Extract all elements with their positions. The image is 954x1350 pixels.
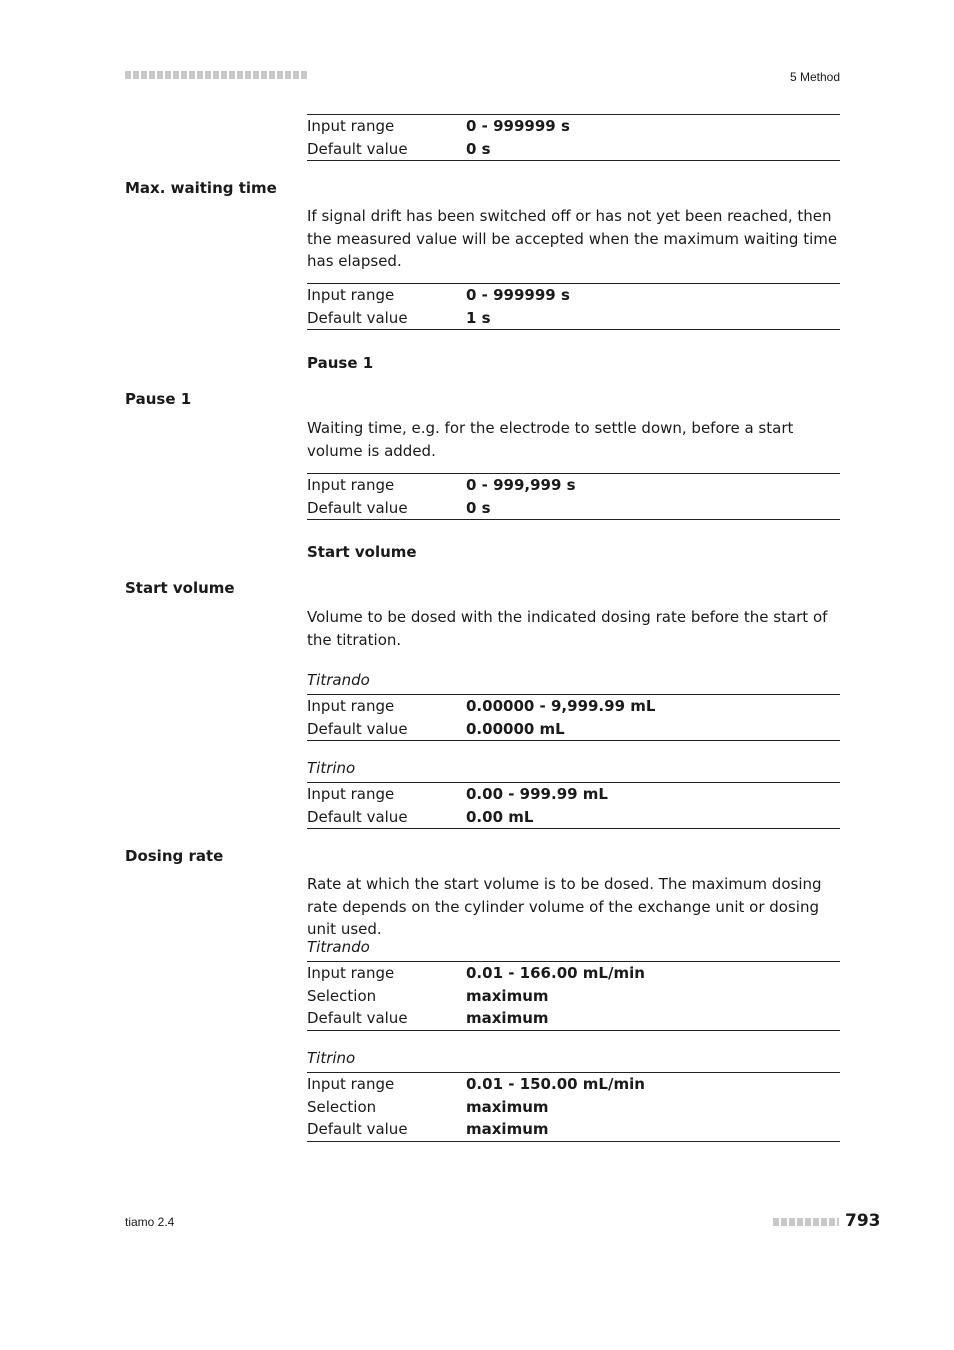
param-label: Default value — [307, 807, 408, 826]
device-label-titrando: Titrando — [307, 671, 370, 689]
margin-heading-max-waiting-time: Max. waiting time — [125, 179, 277, 197]
param-label: Selection — [307, 986, 377, 1005]
param-value: 0 - 999999 s — [466, 117, 570, 135]
param-value: maximum — [466, 1009, 549, 1027]
margin-heading-pause-1: Pause 1 — [125, 390, 192, 408]
table-row — [307, 783, 840, 806]
param-value: 0.01 - 166.00 mL/min — [466, 964, 645, 982]
footer-product-name: tiamo 2.4 — [125, 1215, 175, 1229]
margin-heading-dosing-rate: Dosing rate — [125, 847, 224, 865]
param-label: Input range — [307, 476, 395, 494]
param-label: Input range — [307, 697, 395, 715]
param-label: Default value — [307, 139, 408, 158]
table-row — [307, 284, 840, 307]
table-row — [307, 1118, 840, 1141]
param-value: 0.00 - 999.99 mL — [466, 785, 608, 803]
param-value: 0 - 999,999 s — [466, 476, 576, 494]
param-label: Default value — [307, 1120, 408, 1138]
table-row — [307, 985, 840, 1008]
param-value: maximum — [466, 1120, 549, 1138]
param-label: Input range — [307, 785, 395, 803]
dosing-rate-titrino-table — [307, 1072, 840, 1142]
param-value: 0.00 mL — [466, 807, 534, 826]
param-value: 1 s — [466, 308, 491, 327]
param-label: Input range — [307, 964, 395, 982]
device-label-titrando: Titrando — [307, 938, 370, 956]
table-row — [307, 806, 840, 829]
table-row — [307, 497, 840, 520]
table-row — [307, 1096, 840, 1119]
param-value: 0 s — [466, 498, 491, 517]
table-row — [307, 962, 840, 985]
margin-heading-start-volume: Start volume — [125, 579, 235, 597]
device-label-titrino: Titrino — [307, 1049, 356, 1067]
dosing-rate-description: Rate at which the start volume is to be dosed. The maximum dosing rate depends on the cylinder volume of the exchange unit or dosing unit used. — [307, 875, 822, 938]
subheading-start-volume: Start volume — [307, 543, 417, 561]
start-volume-titrino-table — [307, 782, 840, 829]
start-volume-titrando-table — [307, 694, 840, 741]
param-value: 0 s — [466, 139, 491, 158]
table-row — [307, 1073, 840, 1096]
param-value: maximum — [466, 1097, 549, 1116]
param-label: Default value — [307, 498, 408, 517]
param-label: Default value — [307, 1009, 408, 1027]
page-number: 793 — [845, 1211, 881, 1231]
param-label: Default value — [307, 308, 408, 327]
param-label: Input range — [307, 286, 395, 304]
table-row — [307, 307, 840, 330]
pause-1-table — [307, 473, 840, 520]
param-label: Input range — [307, 1075, 395, 1093]
top-parameter-table — [307, 114, 840, 161]
param-value: maximum — [466, 986, 549, 1005]
param-value: 0.01 - 150.00 mL/min — [466, 1075, 645, 1093]
param-value: 0.00000 mL — [466, 719, 565, 738]
table-row — [307, 1007, 840, 1030]
param-label: Selection — [307, 1097, 377, 1116]
param-label: Default value — [307, 719, 408, 738]
header-section-title: 5 Method — [789, 70, 840, 84]
table-row — [307, 474, 840, 497]
subheading-pause-1: Pause 1 — [307, 354, 374, 372]
param-value: 0.00000 - 9,999.99 mL — [466, 697, 656, 715]
max-waiting-time-description: If signal drift has been switched off or has not yet been reached, then the measured value will be accepted when the maximum waiting time has elapsed. — [307, 207, 838, 270]
footer-decoration — [773, 1218, 839, 1226]
pause-1-description: Waiting time, e.g. for the electrode to settle down, before a start volume is added. — [307, 419, 794, 460]
max-waiting-time-table — [307, 283, 840, 330]
table-row — [307, 115, 840, 138]
param-value: 0 - 999999 s — [466, 286, 570, 304]
device-label-titrino: Titrino — [307, 759, 356, 777]
dosing-rate-titrando-table — [307, 961, 840, 1031]
param-label: Input range — [307, 117, 395, 135]
header-decoration — [125, 71, 307, 79]
table-row — [307, 695, 840, 718]
table-row — [307, 138, 840, 161]
start-volume-description: Volume to be dosed with the indicated dosing rate before the start of the titration. — [307, 608, 828, 649]
table-row — [307, 718, 840, 741]
